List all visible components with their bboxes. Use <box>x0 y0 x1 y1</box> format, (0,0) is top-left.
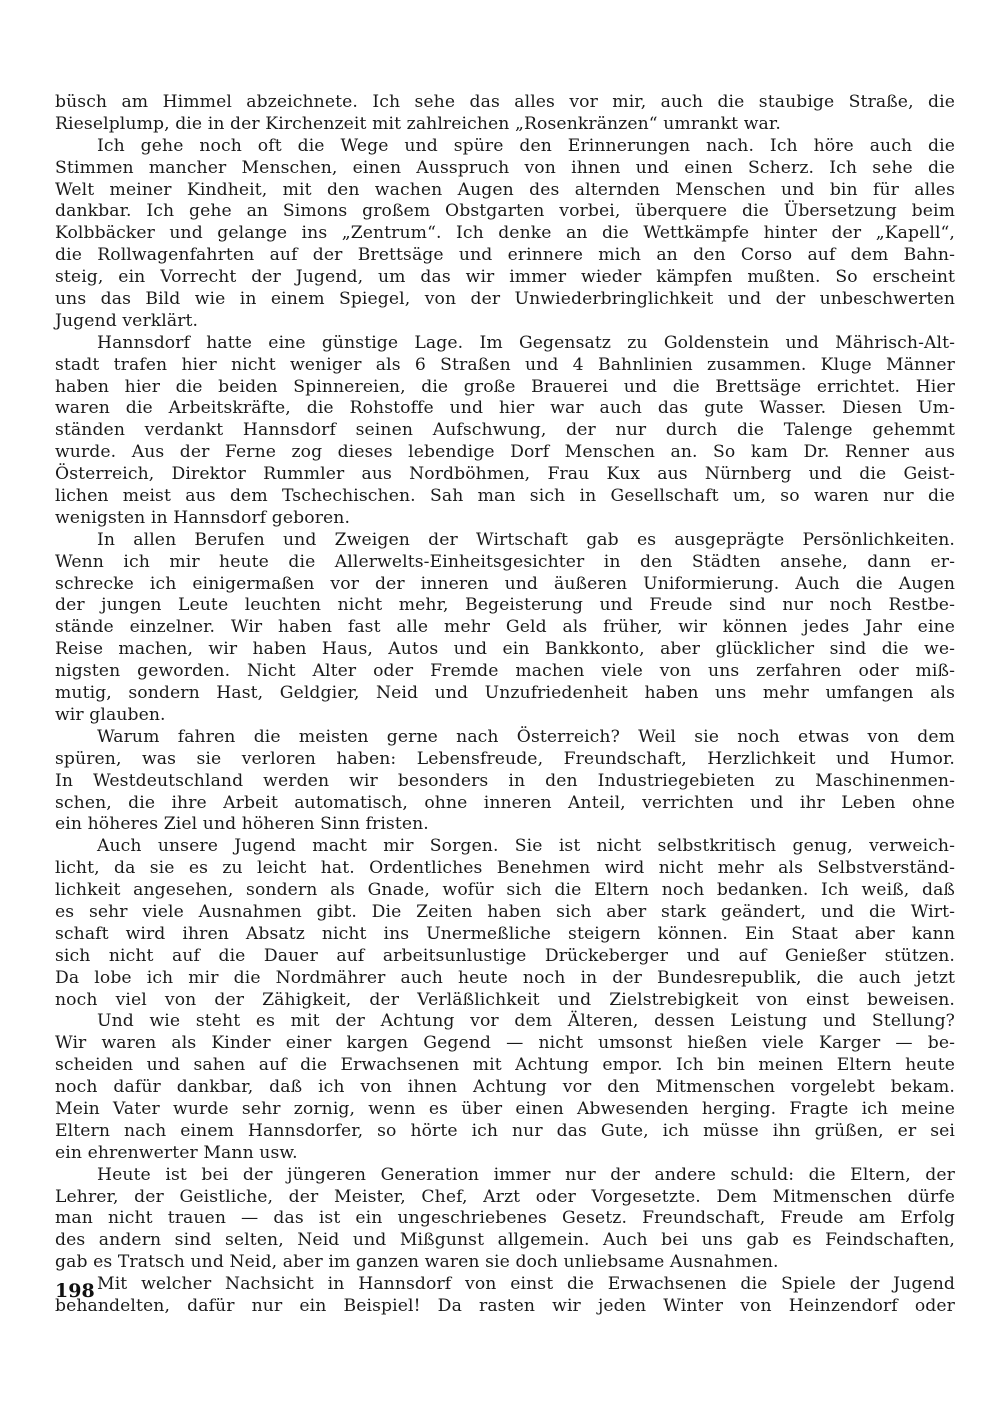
text-line: Auch unsere Jugend macht mir Sorgen. Sie ist nicht selbstkritisch genug, verweich- <box>97 836 955 857</box>
text-line: Welt meiner Kindheit, mit den wachen Augen des alternden Menschen und bin für alles <box>55 179 955 200</box>
text-line: stadt trafen hier nicht weniger als 6 Straßen und 4 Bahnlinien zusammen. Kluge Männer <box>55 354 955 375</box>
text-line: der jungen Leute leuchten nicht mehr, Begeisterung und Freude sind nur noch Restbe- <box>55 595 955 616</box>
text-line: Da lobe ich mir die Nordmährer auch heute noch in der Bundesrepublik, die auch jetzt <box>55 967 955 988</box>
text-line: mutig, sondern Hast, Geldgier, Neid und Unzufriedenheit haben uns mehr umfangen als <box>55 683 955 704</box>
text-line: die Rollwagenfahrten auf der Brettsäge und erinnere mich an den Corso auf dem Bahn- <box>55 245 955 266</box>
text-line: noch viel von der Zähigkeit, der Verläßlichkeit und Zielstrebigkeit von einst beweisen. <box>55 989 955 1010</box>
text-line: Lehrer, der Geistliche, der Meister, Chef, Arzt oder Vorgesetzte. Dem Mitmenschen dürfe <box>55 1186 955 1207</box>
text-line: Hannsdorf hatte eine günstige Lage. Im Gegensatz zu Goldenstein und Mährisch-Alt- <box>97 332 955 353</box>
text-line: scheiden und sahen auf die Erwachsenen mit Achtung empor. Ich bin meinen Eltern heute <box>55 1055 955 1076</box>
paragraph <box>55 1165 955 1274</box>
text-line: uns das Bild wie in einem Spiegel, von der Unwiederbringlichkeit und der unbeschwerten <box>55 289 955 310</box>
text-line: lichen meist aus dem Tschechischen. Sah man sich in Gesellschaft um, so waren nur die <box>55 486 955 507</box>
text-line: steig, ein Vorrecht der Jugend, um das wir immer wieder kämpfen mußten. So erscheint <box>55 267 955 288</box>
paragraph <box>55 836 955 1011</box>
text-line: In allen Berufen und Zweigen der Wirtschaft gab es ausgeprägte Persönlichkeiten. <box>97 529 955 550</box>
paragraph <box>55 136 955 333</box>
text-line: Warum fahren die meisten gerne nach Österreich? Weil sie noch etwas von dem <box>97 726 955 747</box>
text-line: noch dafür dankbar, daß ich von ihnen Achtung vor den Mitmenschen vorgelebt bekam. <box>55 1077 955 1098</box>
text-line: ständen verdankt Hannsdorf seinen Aufschwung, der nur durch die Talenge gehemmt <box>55 420 955 441</box>
text-line: Ich gehe noch oft die Wege und spüre den Erinnerungen nach. Ich höre auch die <box>97 135 955 156</box>
text-line: schrecke ich einigermaßen vor der inneren und äußeren Uniformierung. Auch die Augen <box>55 573 955 594</box>
text-line: Wir waren als Kinder einer kargen Gegend — nicht umsonst hießen viele Karger — be- <box>55 1033 955 1054</box>
text-line: behandelten, dafür nur ein Beispiel! Da rasten wir jeden Winter von Heinzendorf oder <box>55 1295 955 1316</box>
text-line: man nicht trauen — das ist ein ungeschriebenes Gesetz. Freundschaft, Freude am Erfolg <box>55 1208 955 1229</box>
text-line: Heute ist bei der jüngeren Generation immer nur der andere schuld: die Eltern, der <box>97 1164 955 1185</box>
text-line: ein ehrenwerter Mann usw. <box>55 1142 298 1163</box>
page-number: 198 <box>55 1280 95 1302</box>
text-line: wir glauben. <box>55 704 166 725</box>
text-line: Rieselplump, die in der Kirchenzeit mit zahlreichen „Rosenkränzen“ umrankt war. <box>55 113 781 134</box>
text-line: dankbar. Ich gehe an Simons großem Obstgarten vorbei, überquere die Übersetzung beim <box>55 201 955 222</box>
text-line: schaft wird ihren Absatz nicht ins Unermeßliche steigern können. Ein Staat aber kann <box>55 923 955 944</box>
text-line: ein höheres Ziel und höheren Sinn fristen. <box>55 814 429 835</box>
text-line: Und wie steht es mit der Achtung vor dem Älteren, dessen Leistung und Stellung? <box>97 1011 955 1032</box>
text-line: schen, die ihre Arbeit automatisch, ohne inneren Anteil, verrichten und ihr Leben ohne <box>55 792 955 813</box>
text-line: es sehr viele Ausnahmen gibt. Die Zeiten haben sich aber stark geändert, und die Wirt- <box>55 901 955 922</box>
text-line: In Westdeutschland werden wir besonders in den Industriegebieten zu Maschinenmen- <box>55 770 955 791</box>
book-page-body <box>55 92 955 1318</box>
paragraph <box>55 333 955 530</box>
text-line: Wenn ich mir heute die Allerwelts-Einheitsgesichter in den Städten ansehe, dann er- <box>55 551 955 572</box>
text-line: Mit welcher Nachsicht in Hannsdorf von einst die Erwachsenen die Spiele der Jugend <box>97 1274 955 1295</box>
text-line: Stimmen mancher Menschen, einen Ausspruch von ihnen und einen Scherz. Ich sehe die <box>55 157 955 178</box>
text-line: haben hier die beiden Spinnereien, die große Brauerei und die Brettsäge errichtet. Hier <box>55 376 955 397</box>
text-line: licht, da sie es zu leicht hat. Ordentliches Benehmen wird nicht mehr als Selbstverständ- <box>55 858 955 879</box>
text-line: Kolbbäcker und gelange ins „Zentrum“. Ich denke an die Wettkämpfe hinter der „Kapell“, <box>55 223 955 244</box>
text-line: Österreich, Direktor Rummler aus Nordböhmen, Frau Kux aus Nürnberg und die Geist- <box>55 464 955 485</box>
paragraph <box>55 1011 955 1164</box>
text-line: Eltern nach einem Hannsdorfer, so hörte ich nur das Gute, ich müsse ihn grüßen, er sei <box>55 1120 955 1141</box>
paragraph <box>55 727 955 836</box>
paragraph <box>55 1274 955 1318</box>
text-line: gab es Tratsch und Neid, aber im ganzen waren sie doch unliebsame Ausnahmen. <box>55 1252 779 1273</box>
text-line: Mein Vater wurde sehr zornig, wenn es über einen Abwesenden herging. Fragte ich meine <box>55 1098 955 1119</box>
text-line: lichkeit angesehen, sondern als Gnade, wofür sich die Eltern noch bedanken. Ich weiß, daß <box>55 880 955 901</box>
text-line: büsch am Himmel abzeichnete. Ich sehe das alles vor mir, auch die staubige Straße, die <box>55 92 955 112</box>
paragraph <box>55 530 955 727</box>
text-line: Reise machen, wir haben Haus, Autos und ein Bankkonto, aber glücklicher sind die we- <box>55 639 955 660</box>
text-line: Jugend verklärt. <box>55 310 199 331</box>
text-line: wenigsten in Hannsdorf geboren. <box>55 507 351 528</box>
text-line: sich nicht auf die Dauer auf arbeitsunlustige Drückeberger und auf Genießer stützen. <box>55 945 955 966</box>
text-line: nigsten geworden. Nicht Alter oder Fremde machen viele von uns zerfahren oder miß- <box>55 661 955 682</box>
text-line: spüren, was sie verloren haben: Lebensfreude, Freundschaft, Herzlichkeit und Humor. <box>55 748 955 769</box>
paragraph <box>55 92 955 136</box>
text-line: des andern sind selten, Neid und Mißgunst allgemein. Auch bei uns gab es Feindschaften, <box>55 1230 955 1251</box>
text-line: waren die Arbeitskräfte, die Rohstoffe und hier war auch das gute Wasser. Diesen Um- <box>55 398 955 419</box>
text-line: wurde. Aus der Ferne zog dieses lebendige Dorf Menschen an. So kam Dr. Renner aus <box>55 442 955 463</box>
text-line: stände einzelner. Wir haben fast alle mehr Geld als früher, wir können jedes Jahr eine <box>55 617 955 638</box>
